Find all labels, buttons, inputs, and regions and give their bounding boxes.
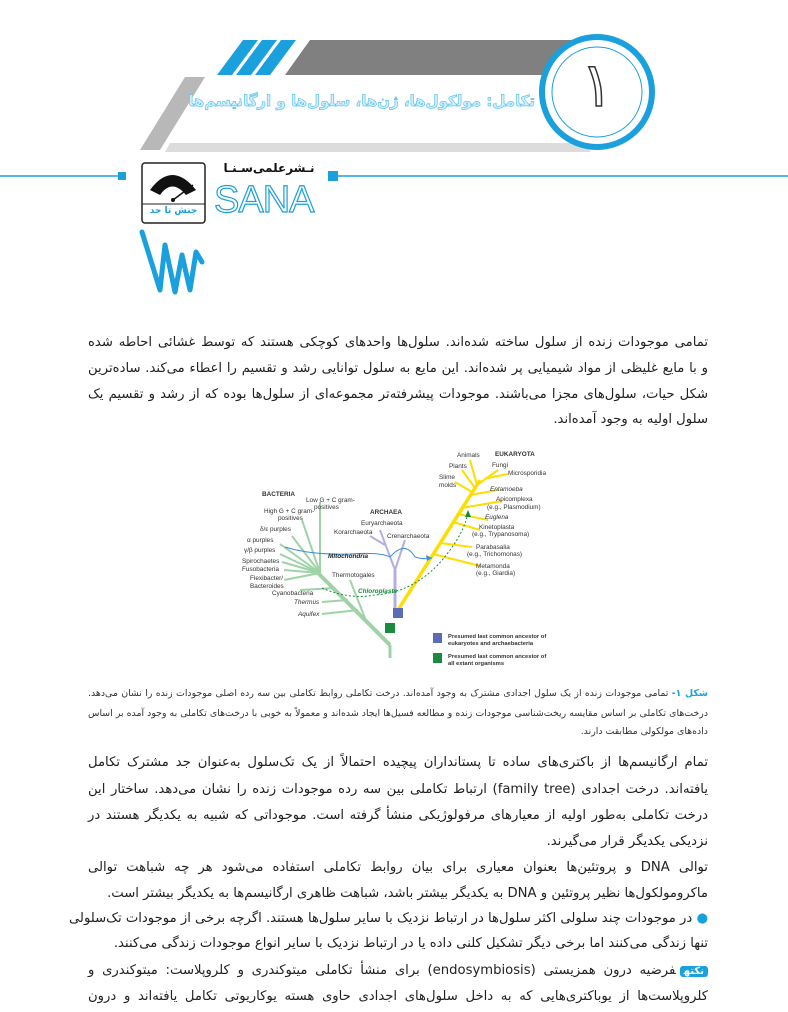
- caption-line: داده‌های مولکولی مطابقت دارند.: [580, 726, 708, 737]
- body-line: ماکرومولکول‌ها نظیر پروتئین و DNA به یکدیگر بیشتر باشد، شباهت ظاهری ارگانیسم‌ها به یکدیگر بیشتر است.: [107, 886, 708, 901]
- taxon-label: Crenarchaeota: [387, 533, 430, 540]
- taxon-label: Euglena: [485, 514, 509, 521]
- taxon-label: Aquifex: [298, 611, 320, 618]
- taxon-label: Slime: [439, 474, 455, 481]
- chapter-number: ۱: [580, 48, 614, 121]
- logo-mark-scribble: [142, 232, 202, 292]
- group-label-bacteria: BACTERIA: [262, 491, 296, 498]
- taxon-label: positives: [278, 515, 303, 522]
- group-label-eukaryota: EUKARYOTA: [495, 451, 535, 458]
- taxon-label: α purples: [247, 537, 274, 544]
- taxon-label: Animals: [457, 452, 480, 459]
- taxon-label: (e.g., Trichomonas): [467, 551, 523, 558]
- taxon-label: Entamoeba: [490, 486, 523, 493]
- mitochondria-label: Mitochondria: [328, 553, 369, 560]
- light-bar: [165, 143, 590, 152]
- taxon-label: Thermus: [294, 599, 320, 606]
- caption-line: درخت‌های تکاملی بر اساس مقایسه ریخت‌شناسی موجودات زنده و مطالعه فسیل‌ها ایجاد شده‌اند و معمولاً به خوبی با درخت‌های تکاملی به وجود آمده بر اساس: [88, 708, 708, 719]
- body-line: درخت تکاملی به‌طور اولیه از معیارهای مرفولوژیکی منشأ گرفته است. موجوداتی که شبیه به یکدیگر هستند در: [88, 808, 708, 823]
- taxon-label: Spirochaetes: [242, 558, 280, 565]
- taxon-label: Bacteroides: [250, 583, 284, 590]
- caption-line: [88, 686, 708, 702]
- body-line: یافته‌اند. درخت اجدادی (family tree) ارتباط تکاملی بین سه رده موجودات زنده را نشان می‌دهد. ساختار این: [88, 782, 708, 797]
- legend-swatch-blue: [433, 633, 442, 643]
- taxon-label: Korarchaeota: [334, 529, 373, 536]
- ancestor-eukaryotes-archaea-marker: [393, 608, 403, 618]
- note-line: کلروپلاست‌ها از یوباکتری‌هایی که به داخل سلول‌های اجدادی حاوی هسته یوکاریوتی تکامل یافته‌اند و درون: [88, 989, 708, 1004]
- taxon-label: (e.g., Plasmodium): [487, 504, 541, 511]
- intro-line: تمامی موجودات زنده از سلول ساخته شده‌اند. سلول‌ها واحدهای کوچکی هستند که توسط غشائی احاطه شده: [88, 335, 708, 350]
- taxon-label: Kinetoplasta: [479, 524, 515, 531]
- taxon-label: molds: [439, 482, 457, 489]
- taxon-label: positives: [314, 504, 339, 511]
- intro-line: شکل حیات، سلول‌های مجزا می‌باشند. موجودات پیشرفته‌تر مجموعه‌ای از سلول‌ها بوده که از رشد و تقسیم یک: [88, 387, 708, 402]
- intro-line: و با مایع غلیظی از مواد شیمیایی پر شده‌اند. این مایع به سلول توانایی رشد و تقسیم را اعطاء می‌کند. ساده‌ترین: [88, 361, 708, 376]
- figure-legend: [433, 633, 546, 667]
- ancestor-all-organisms-marker: [385, 623, 395, 633]
- legend-text: all extant organisms: [448, 661, 505, 667]
- logo-text: جنش تا حد: [149, 206, 198, 216]
- gray-wedge: [140, 77, 205, 150]
- taxon-label: Low G + C gram-: [306, 497, 355, 504]
- rule-square-left: [118, 172, 126, 180]
- caption-label: شکل ۱-: [671, 688, 709, 699]
- taxon-label: (e.g., Trypanosoma): [472, 531, 530, 538]
- taxon-label: (e.g., Giardia): [476, 570, 516, 577]
- taxon-label: Apicomplexa: [496, 496, 533, 503]
- phylogenetic-tree-figure: [240, 440, 560, 672]
- note-text: فرضیه درون همزیستی (endosymbiosis) برای منشأ تکاملی میتوکندری و کلروپلاست: میتوکندری و: [88, 963, 676, 978]
- rule-square-right: [328, 171, 338, 181]
- taxon-label: Metamonda: [476, 563, 510, 570]
- bullet-text: در موجودات چند سلولی اکثر سلول‌ها در ارتباط نزدیک با سایر سلول‌ها هستند. اگرچه برخی از موجودات تک‌سلولی: [68, 911, 693, 926]
- note-line: [88, 961, 708, 982]
- bullet-line: [68, 909, 708, 929]
- legend-text: Presumed last common ancestor of: [448, 654, 547, 660]
- eukaryota-labels: [439, 452, 546, 577]
- taxon-label: High G + C gram-: [264, 508, 315, 515]
- taxon-label: Parabasalia: [476, 544, 510, 551]
- taxon-label: Cyanobacteria: [272, 590, 314, 597]
- blue-stripes: [217, 40, 296, 75]
- legend-swatch-green: [433, 653, 442, 663]
- header-graphics: [0, 0, 788, 300]
- body-line: توالی DNA و پروتئین‌ها بعنوان معیاری برای بیان روابط تکاملی استفاده می‌شود هر چه شباهت توالی: [88, 860, 708, 875]
- taxon-label: δ/ε purples: [260, 526, 291, 533]
- taxon-label: Flexibacter/: [250, 575, 284, 582]
- taxon-label: Plants: [449, 463, 467, 470]
- publisher-name-en: SANA: [214, 179, 314, 221]
- legend-text: Presumed last common ancestor of: [448, 634, 547, 640]
- intro-line: سلول اولیه به وجود آمده‌اند.: [553, 412, 708, 427]
- chapter-title: تکامل: مولکول‌ها، ژن‌ها، سلول‌ها و ارگانیسم‌ها: [188, 92, 535, 110]
- taxon-label: Euryarchaeota: [361, 520, 403, 527]
- note-badge: نکته: [680, 966, 708, 977]
- publisher-name-fa: نـشرعلمی‌سـنـا: [223, 161, 315, 175]
- taxon-label: Fusobacteria: [242, 566, 279, 573]
- bullet-line: تنها زندگی می‌کنند اما برخی دیگر تشکیل کلنی داده یا در ارتباط نزدیک با سایر انواع موجودات زندگی می‌کنند.: [113, 936, 708, 951]
- taxon-label: γ/β purples: [244, 547, 276, 554]
- archaea-branches: [370, 530, 405, 612]
- chloroplasts-label: Chloroplasts: [358, 588, 398, 595]
- body-line: تمام ارگانیسم‌ها از باکتری‌های ساده تا پستانداران پیچیده احتمالاً از یک تک‌سلول به‌عنوان جد مشترک تکامل: [88, 755, 708, 770]
- body-line: نزدیکی یکدیگر قرار می‌گیرند.: [546, 834, 708, 849]
- group-label-archaea: ARCHAEA: [370, 509, 402, 516]
- taxon-label: Microsporidia: [508, 470, 547, 477]
- bullet-icon: ●: [696, 911, 708, 926]
- legend-text: eukaryotes and archaebacteria: [448, 641, 534, 647]
- caption-text: تمامی موجودات زنده از یک سلول اجدادی مشترک به وجود آمده‌اند. درخت تکاملی روابط تکاملی بین سه رده اصلی موجودات زنده را نشان می‌دهد.: [88, 688, 672, 699]
- taxon-label: Fungi: [492, 462, 508, 469]
- taxon-label: Thermotogales: [332, 572, 375, 579]
